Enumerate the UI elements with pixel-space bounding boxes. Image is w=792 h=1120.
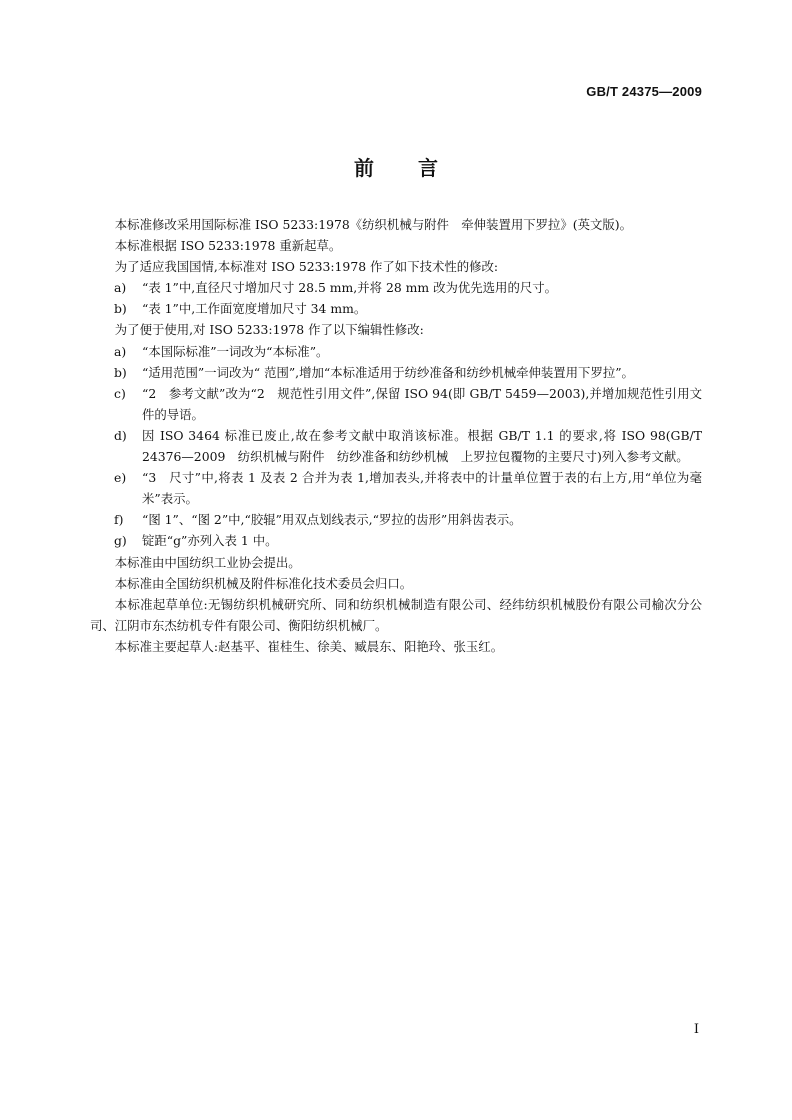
paragraph-committee: 本标准由全国纺织机械及附件标准化技术委员会归口。 [114, 575, 413, 591]
list-marker: a) [114, 343, 127, 359]
list-item-text: “适用范围”一词改为“ 范围”,增加“本标准适用于纺纱准备和纺纱机械牵伸装置用下罗拉”。 [142, 364, 634, 380]
list-item [90, 467, 702, 509]
header-standard-code: GB/T 24375—2009 [586, 84, 702, 99]
list-marker: b) [114, 301, 127, 317]
list-item-text: “表 1”中,工作面宽度增加尺寸 34 mm。 [142, 301, 367, 317]
list-marker: b) [114, 364, 127, 380]
foreword-content [90, 214, 702, 657]
list-item-text: “表 1”中,直径尺寸增加尺寸 28.5 mm,并将 28 mm 改为优先选用的尺寸。 [142, 280, 558, 296]
list-item [90, 530, 702, 551]
page-title: 前言 [354, 156, 482, 180]
paragraph-drafters: 本标准主要起草人:赵基平、崔桂生、徐美、臧晨东、阳艳玲、张玉红。 [114, 638, 504, 654]
list-item-text: “3 尺寸”中,将表 1 及表 2 合并为表 1,增加表头,并将表中的计量单位置于表的右上方,用“单位为毫米”表示。 [142, 470, 702, 507]
list-item-text: “本国际标准”一词改为“本标准”。 [142, 343, 329, 359]
list-item-text: 锭距“g”亦列入表 1 中。 [142, 533, 278, 549]
list-marker: f) [114, 512, 124, 528]
paragraph-adoption: 本标准修改采用国际标准 ISO 5233:1978《纺织机械与附件 牵伸装置用下罗拉》(英文版)。 [114, 217, 633, 232]
list-item-text: “图 1”、“图 2”中,“胶辊”用双点划线表示,“罗拉的齿形”用斜齿表示。 [142, 512, 522, 528]
list-item-text: 因 ISO 3464 标准已废止,故在参考文献中取消该标准。根据 GB/T 1.1 的要求,将 ISO 98(GB/T 24376—2009 纺织机械与附件 纺纱准备和纺纱机械 上罗拉包覆物的主要尺寸)列入参考文献。 [142, 427, 702, 465]
list-item [90, 277, 702, 298]
paragraph-proposer: 本标准由中国纺织工业协会提出。 [114, 554, 301, 570]
list-marker: e) [114, 470, 127, 486]
list-marker: c) [114, 385, 126, 401]
list-marker: g) [114, 533, 127, 549]
list-item [90, 341, 702, 362]
list-marker: d) [114, 427, 127, 443]
paragraph-technical-intro: 为了适应我国国情,本标准对 ISO 5233:1978 作了如下技术性的修改: [114, 259, 499, 275]
list-item [90, 383, 702, 425]
paragraph-drafting-units: 本标准起草单位:无锡纺织机械研究所、同和纺织机械制造有限公司、经纬纺织机械股份有限公司榆次分公司、江阴市东杰纺机专件有限公司、衡阳纺织机械厂。 [90, 596, 702, 633]
page-number: I [693, 1022, 699, 1037]
list-marker: a) [114, 280, 127, 296]
list-item [90, 425, 702, 467]
list-item-text: “2 参考文献”改为“2 规范性引用文件”,保留 ISO 94(即 GB/T 5459—2003),并增加规范性引用文件的导语。 [142, 385, 702, 422]
list-item [90, 509, 702, 530]
paragraph-editorial-intro: 为了便于使用,对 ISO 5233:1978 作了以下编辑性修改: [114, 322, 424, 338]
list-item [90, 298, 702, 319]
paragraph-redrafted: 本标准根据 ISO 5233:1978 重新起草。 [114, 238, 342, 254]
list-item [90, 362, 702, 383]
